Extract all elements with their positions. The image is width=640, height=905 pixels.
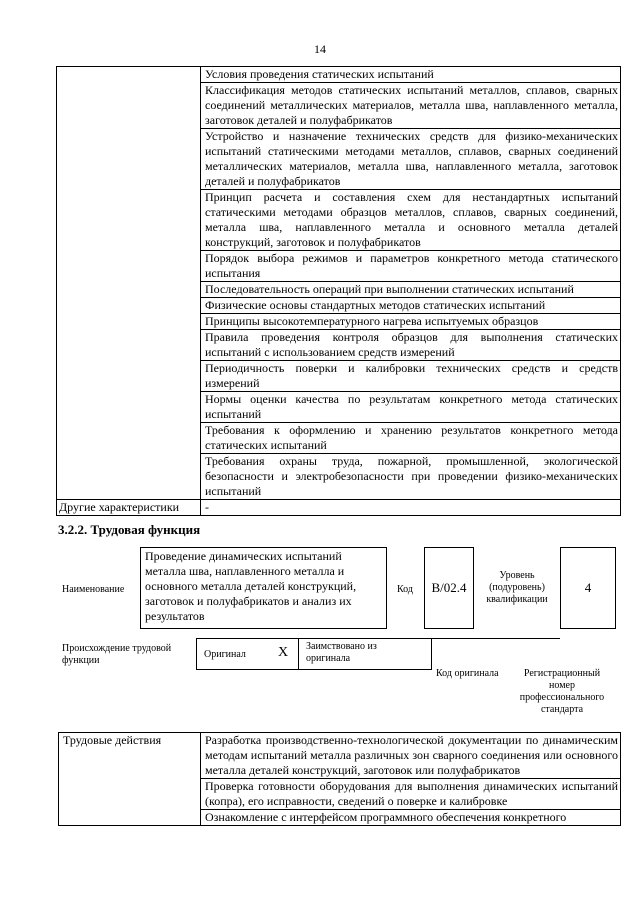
borrowed-label: Заимствовано из оригинала: [306, 641, 377, 664]
code-original-label: Код оригинала: [436, 668, 499, 679]
code-original-line: [432, 638, 560, 639]
section-title: 3.2.2. Трудовая функция: [58, 522, 201, 537]
page-number: 14: [314, 42, 326, 56]
table-cell: Ознакомление с интерфейсом программного обеспечения конкретного: [201, 810, 621, 826]
labor-actions-table: [58, 732, 621, 826]
table-cell: Правила проведения контроля образцов для выполнения статических испытаний с использованием средств измерений: [201, 330, 621, 361]
table-cell: Требования к оформлению и хранению результатов конкретного метода статических испытаний: [201, 423, 621, 454]
table-row: [59, 733, 621, 779]
table-cell: Физические основы стандартных методов статических испытаний: [201, 298, 621, 314]
original-label: Оригинал: [204, 649, 246, 660]
name-label: Наименование: [62, 584, 125, 595]
table-cell: Устройство и назначение технических средств для физико-механических испытаний статическими методами металлов, сплавов, сварных соединений металлических материалов, металла шва, наплавленного металла, заготовок деталей и полуфабрикатов: [201, 129, 621, 190]
table-cell: Классификация методов статических испытаний металлов, сплавов, сварных соединений металлических материалов, металла шва, наплавленного металла, заготовок деталей и полуфабрикатов: [201, 83, 621, 129]
original-mark: X: [278, 645, 289, 660]
origin-label: Происхождение трудовой функции: [62, 643, 172, 666]
reg-number-label: Регистрационный номер профессионального стандарта: [519, 668, 605, 715]
table-row: [57, 67, 621, 83]
other-characteristics-label: Другие характеристики: [57, 500, 201, 516]
labor-actions-label: Трудовые действия: [59, 733, 201, 826]
table-cell: Принципы высокотемпературного нагрева испытуемых образцов: [201, 314, 621, 330]
function-code-value: B/02.4: [424, 547, 474, 629]
origin-divider: [298, 638, 299, 670]
qualification-level-label: Уровень (подуровень) квалификации: [486, 570, 548, 605]
table-cell: Требования охраны труда, пожарной, промышленной, экологической безопасности и электробезопасности при проведении физико-механических испытаний: [201, 454, 621, 500]
knowledge-table: [56, 66, 621, 516]
function-name-value: Проведение динамических испытаний металла шва, наплавленного металла и основного металла деталей конструкций, заготовок и полуфабрикатов и анализ их результатов: [140, 547, 387, 629]
table-cell: Разработка производственно-технологической документации по динамическим методам испытаний металла различных зон сварного соединения или основного металла деталей конструкций, заготовок или полуфабрикатов: [201, 733, 621, 779]
table-cell: Проверка готовности оборудования для выполнения динамических испытаний (копра), его исправности, сведений о поверке и калибровке: [201, 779, 621, 810]
other-characteristics-value: -: [201, 500, 621, 516]
code-label: Код: [397, 584, 413, 595]
label-cell-empty: [57, 67, 201, 500]
table-cell: Принцип расчета и составления схем для нестандартных испытаний статическими методами образцов металлов, сплавов, сварных соединений, металла шва, наплавленного металла и основного металла деталей конструкций, заготовок и полуфабрикатов: [201, 190, 621, 251]
table-cell: Периодичность поверки и калибровки технических средств и средств измерений: [201, 361, 621, 392]
table-cell: Нормы оценки качества по результатам конкретного метода статических испытаний: [201, 392, 621, 423]
table-cell: Порядок выбора режимов и параметров конкретного метода статического испытания: [201, 251, 621, 282]
qualification-level-value: 4: [560, 547, 616, 629]
table-row: [57, 500, 621, 516]
table-cell: Последовательность операций при выполнении статических испытаний: [201, 282, 621, 298]
table-cell: Условия проведения статических испытаний: [201, 67, 621, 83]
